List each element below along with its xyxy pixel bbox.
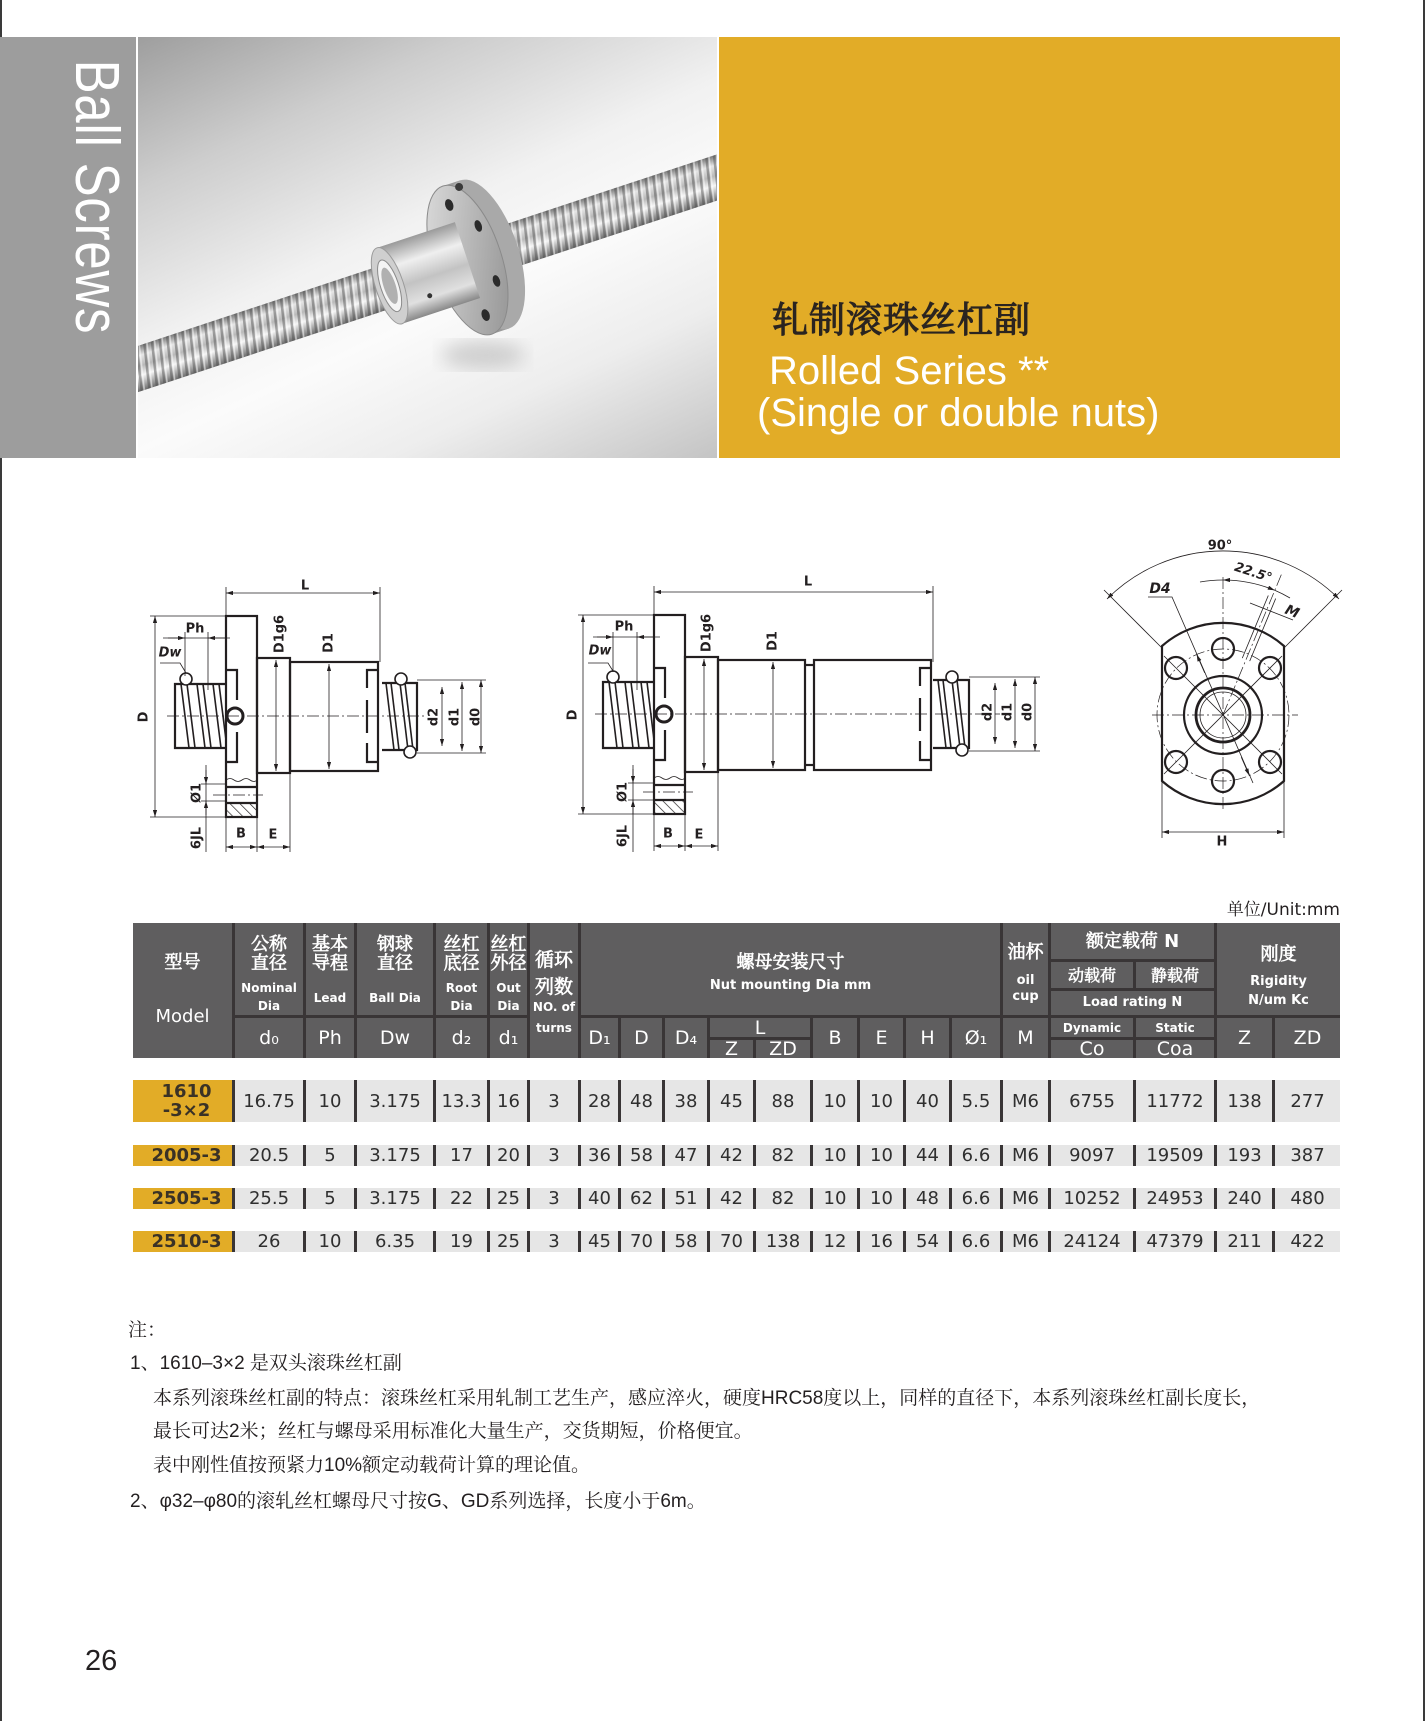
cell-H: 48	[903, 1188, 949, 1209]
cell-D1: 36	[578, 1145, 618, 1166]
label-D1: D1	[321, 633, 337, 653]
header-H: H	[903, 1015, 949, 1058]
cell-L-ZD: 82	[753, 1145, 810, 1166]
cell-Coa: 19509	[1133, 1145, 1214, 1166]
label-tolerance: 6JL	[615, 824, 631, 848]
header-text: Lead	[313, 991, 347, 1005]
header-ph: Ph	[303, 1015, 354, 1058]
header-oil-cup	[1000, 923, 1048, 1015]
header-text: Dia	[497, 999, 520, 1013]
cell-D: 48	[618, 1080, 662, 1122]
model-text: 1610	[161, 1081, 212, 1102]
cell-d1: 20	[487, 1145, 527, 1166]
header-text: 公称	[251, 934, 287, 955]
header-text: 循环	[534, 949, 573, 971]
table-row	[133, 1145, 1340, 1166]
header-dynamic-cn: 动载荷	[1048, 959, 1133, 988]
header-E: E	[857, 1015, 903, 1058]
header-d2: d₂	[433, 1015, 487, 1058]
cell-E: 16	[857, 1231, 903, 1252]
cell-Co: 10252	[1048, 1188, 1133, 1209]
label-L: L	[300, 578, 310, 594]
model-cell	[133, 1145, 232, 1166]
header-model-cn: 型号	[164, 952, 201, 973]
header-L: L	[707, 1015, 810, 1037]
cell-d2: 17	[433, 1145, 487, 1166]
cell-d2: 19	[433, 1231, 487, 1252]
header-static-cn: 静载荷	[1133, 959, 1214, 988]
cell-M: M6	[1000, 1231, 1048, 1252]
cell-d2: 22	[433, 1188, 487, 1209]
label-d0: d0	[468, 707, 484, 727]
technical-drawings	[0, 520, 1425, 870]
model-text: 2505-3	[151, 1188, 222, 1209]
header-nut-mounting	[578, 923, 1000, 1015]
cell-rigidity-Z: 138	[1214, 1080, 1272, 1122]
label-E: E	[268, 827, 278, 843]
cell-dw: 3.175	[354, 1145, 433, 1166]
cell-d0: 20.5	[232, 1145, 303, 1166]
unit-label: 单位/Unit:mm	[1226, 900, 1340, 920]
flange-outline	[1152, 577, 1298, 810]
header-rigidity	[1214, 923, 1340, 1015]
header-static-en: Static	[1133, 1015, 1214, 1037]
cell-M: M6	[1000, 1145, 1048, 1166]
single-nut-drawing	[137, 579, 487, 853]
nut-outline	[213, 616, 378, 817]
cell-turns: 3	[527, 1231, 578, 1252]
header-text: Nominal	[241, 981, 297, 995]
header-text: 底径	[443, 953, 480, 974]
cell-rigidity-ZD: 277	[1272, 1080, 1340, 1122]
header-ball-dia	[354, 923, 433, 1015]
cell-H: 54	[903, 1231, 949, 1252]
note-line: 2、φ32–φ80的滚轧丝杠螺母尺寸按G、GD系列选择，长度小于6m。	[130, 1491, 706, 1512]
model-cell	[133, 1231, 232, 1252]
header-text: Root	[445, 981, 478, 995]
cell-D4: 58	[662, 1231, 707, 1252]
header-L-Z: Z	[707, 1037, 753, 1058]
title-english: Rolled Series **	[769, 349, 1050, 393]
header-d0: d₀	[232, 1015, 303, 1058]
header-text: 螺母安装尺寸	[736, 952, 845, 973]
cell-D1: 40	[578, 1188, 618, 1209]
model-text: 2510-3	[151, 1231, 222, 1252]
cell-H: 40	[903, 1080, 949, 1122]
cell-Co: 6755	[1048, 1080, 1133, 1122]
cell-phi1: 5.5	[949, 1080, 1000, 1122]
cell-turns: 3	[527, 1188, 578, 1209]
product-photo	[138, 37, 717, 458]
label-D1g6: D1g6	[699, 613, 715, 653]
header-text: 钢球	[377, 934, 413, 955]
header-load-rating-en: Load rating N	[1048, 988, 1214, 1015]
cell-d1: 16	[487, 1080, 527, 1122]
cell-L-Z: 70	[707, 1231, 753, 1252]
header-D: D	[618, 1015, 662, 1058]
header-L-ZD: ZD	[753, 1037, 810, 1058]
flange-end-view	[1104, 539, 1342, 850]
model-text: 2005-3	[151, 1145, 222, 1166]
cell-D4: 47	[662, 1145, 707, 1166]
label-angle-22-5: 22.5°	[1232, 559, 1274, 587]
header-text: 油杯	[1007, 942, 1044, 963]
cell-D: 62	[618, 1188, 662, 1209]
cell-Co: 24124	[1048, 1231, 1133, 1252]
header-text: N/um Kc	[1248, 993, 1309, 1008]
label-D: D	[565, 709, 581, 721]
header-dynamic-en: Dynamic	[1048, 1015, 1133, 1037]
label-d2: d2	[980, 702, 996, 722]
cell-E: 10	[857, 1145, 903, 1166]
cell-D1: 28	[578, 1080, 618, 1122]
label-D4: D4	[1149, 581, 1171, 597]
cell-L-ZD: 138	[753, 1231, 810, 1252]
cell-phi1: 6.6	[949, 1231, 1000, 1252]
header-Co: Co	[1048, 1037, 1133, 1058]
cell-D4: 51	[662, 1188, 707, 1209]
page-number: 26	[85, 1645, 118, 1677]
cell-Co: 9097	[1048, 1145, 1133, 1166]
label-d1: d1	[1000, 702, 1016, 722]
title-chinese: 轧制滚珠丝杠副	[772, 300, 1032, 341]
cell-ph: 5	[303, 1188, 354, 1209]
header-text: Rigidity	[1250, 974, 1307, 989]
section-sidebar	[0, 37, 136, 458]
cell-phi1: 6.6	[949, 1145, 1000, 1166]
label-Dw: Dw	[588, 643, 612, 659]
cell-turns: 3	[527, 1080, 578, 1122]
header-nominal-dia	[232, 923, 303, 1015]
cell-D4: 38	[662, 1080, 707, 1122]
header-text: NO. of	[532, 1000, 576, 1014]
label-D1: D1	[765, 631, 781, 651]
ball-screw-image	[138, 37, 717, 458]
label-d1: d1	[447, 707, 463, 727]
cell-ph: 5	[303, 1145, 354, 1166]
cell-ph: 10	[303, 1231, 354, 1252]
header-text: cup	[1012, 989, 1039, 1004]
cell-D: 70	[618, 1231, 662, 1252]
label-tolerance: 6JL	[189, 826, 205, 850]
cell-D1: 45	[578, 1231, 618, 1252]
cell-rigidity-ZD: 422	[1272, 1231, 1340, 1252]
header-text: 列数	[534, 976, 573, 998]
header-text: 直径	[251, 953, 287, 974]
cell-B: 10	[810, 1080, 857, 1122]
label-H: H	[1216, 834, 1228, 850]
header-model-en: Model	[155, 1006, 210, 1027]
notes-heading: 注：	[128, 1320, 167, 1341]
header-phi1: Ø₁	[949, 1015, 1000, 1058]
header-dw: Dw	[354, 1015, 433, 1058]
label-M: M	[1282, 601, 1302, 623]
double-nut-drawing	[566, 575, 1041, 853]
cell-Coa: 11772	[1133, 1080, 1214, 1122]
cell-rigidity-ZD: 480	[1272, 1188, 1340, 1209]
cell-d0: 26	[232, 1231, 303, 1252]
label-B: B	[236, 826, 246, 842]
cell-H: 44	[903, 1145, 949, 1166]
cell-E: 10	[857, 1188, 903, 1209]
header-D1: D₁	[578, 1015, 618, 1058]
cell-L-ZD: 88	[753, 1080, 810, 1122]
cell-L-Z: 42	[707, 1145, 753, 1166]
cell-d1: 25	[487, 1231, 527, 1252]
header-text: Out	[496, 981, 521, 995]
model-cell	[133, 1080, 232, 1122]
cell-rigidity-Z: 211	[1214, 1231, 1272, 1252]
cell-B: 10	[810, 1145, 857, 1166]
label-angle-90: 90°	[1207, 538, 1233, 554]
cell-rigidity-Z: 240	[1214, 1188, 1272, 1209]
header-text: Dia	[257, 999, 281, 1013]
cell-dw: 3.175	[354, 1188, 433, 1209]
table-header	[133, 923, 1340, 1058]
cell-d1: 25	[487, 1188, 527, 1209]
cell-B: 12	[810, 1231, 857, 1252]
cell-E: 10	[857, 1080, 903, 1122]
note-line: 本系列滚珠丝杠副的特点：滚珠丝杠采用轧制工艺生产，感应淬火，硬度HRC58度以上，同样的直径下，本系列滚珠丝杠副长度长，	[153, 1388, 1261, 1409]
header-text: 导程	[312, 953, 348, 974]
header-d1: d₁	[487, 1015, 527, 1058]
cell-L-ZD: 82	[753, 1188, 810, 1209]
header-text: Nut mounting Dia mm	[709, 978, 872, 993]
label-D1g6: D1g6	[272, 614, 288, 654]
label-phi1: Ø1	[189, 782, 205, 804]
label-Ph: Ph	[614, 619, 634, 635]
dimension-lines	[578, 586, 1040, 852]
cell-dw: 3.175	[354, 1080, 433, 1122]
header-text: 基本	[312, 934, 348, 955]
header-model	[133, 923, 232, 1058]
cell-d0: 25.5	[232, 1188, 303, 1209]
label-Dw: Dw	[158, 645, 182, 661]
note-line: 最长可达2米；丝杠与螺母采用标准化大量生产，交货期短，价格便宜。	[153, 1421, 753, 1442]
header-text: 刚度	[1260, 944, 1297, 965]
label-D: D	[136, 711, 152, 723]
header-turns	[527, 923, 578, 1058]
label-Ph: Ph	[185, 621, 205, 637]
section-label: Ball Screws	[62, 59, 131, 335]
screw-shaft	[167, 673, 425, 758]
cell-D: 58	[618, 1145, 662, 1166]
label-d0: d0	[1020, 702, 1036, 722]
header-text: 外径	[490, 953, 527, 974]
cell-B: 10	[810, 1188, 857, 1209]
cell-d2: 13.3	[433, 1080, 487, 1122]
cell-rigidity-Z: 193	[1214, 1145, 1272, 1166]
header-text: oil	[1016, 973, 1035, 988]
header-D4: D₄	[662, 1015, 707, 1058]
header-text: 丝杠	[490, 934, 527, 955]
header-B: B	[810, 1015, 857, 1058]
table-row	[133, 1080, 1340, 1122]
label-phi1: Ø1	[615, 781, 631, 803]
model-text: -3×2	[162, 1100, 211, 1121]
cell-L-Z: 42	[707, 1188, 753, 1209]
header-text: Ball Dia	[369, 991, 421, 1005]
label-B: B	[663, 826, 673, 842]
cell-ph: 10	[303, 1080, 354, 1122]
header-lead	[303, 923, 354, 1015]
cell-Coa: 47379	[1133, 1231, 1214, 1252]
note-line: 1、1610–3×2 是双头滚珠丝杠副	[130, 1353, 402, 1374]
cell-rigidity-ZD: 387	[1272, 1145, 1340, 1166]
header-text: 直径	[377, 953, 413, 974]
label-E: E	[694, 827, 704, 843]
header-rigidity-Z: Z	[1214, 1015, 1272, 1058]
table-row	[133, 1188, 1340, 1209]
cell-L-Z: 45	[707, 1080, 753, 1122]
cell-d0: 16.75	[232, 1080, 303, 1122]
header-out-dia	[487, 923, 527, 1015]
subtitle-english: (Single or double nuts)	[757, 391, 1160, 435]
header-Coa: Coa	[1133, 1037, 1214, 1058]
cell-Coa: 24953	[1133, 1188, 1214, 1209]
header-text: Dia	[450, 999, 473, 1013]
header-root-dia	[433, 923, 487, 1015]
nut-outline	[643, 615, 931, 814]
cell-dw: 6.35	[354, 1231, 433, 1252]
header-rigidity-ZD: ZD	[1272, 1015, 1340, 1058]
table-row	[133, 1231, 1340, 1252]
header-text: turns	[536, 1021, 572, 1035]
note-line: 表中刚性值按预紧力10%额定动载荷计算的理论值。	[153, 1455, 591, 1476]
model-cell	[133, 1188, 232, 1209]
header-M: M	[1000, 1015, 1048, 1058]
header-text: 丝杠	[443, 934, 480, 955]
cell-M: M6	[1000, 1080, 1048, 1122]
label-L: L	[803, 574, 813, 590]
header-load-rating: 额定载荷 N	[1048, 923, 1214, 959]
cell-phi1: 6.6	[949, 1188, 1000, 1209]
label-d2: d2	[426, 707, 442, 727]
cell-turns: 3	[527, 1145, 578, 1166]
cell-M: M6	[1000, 1188, 1048, 1209]
